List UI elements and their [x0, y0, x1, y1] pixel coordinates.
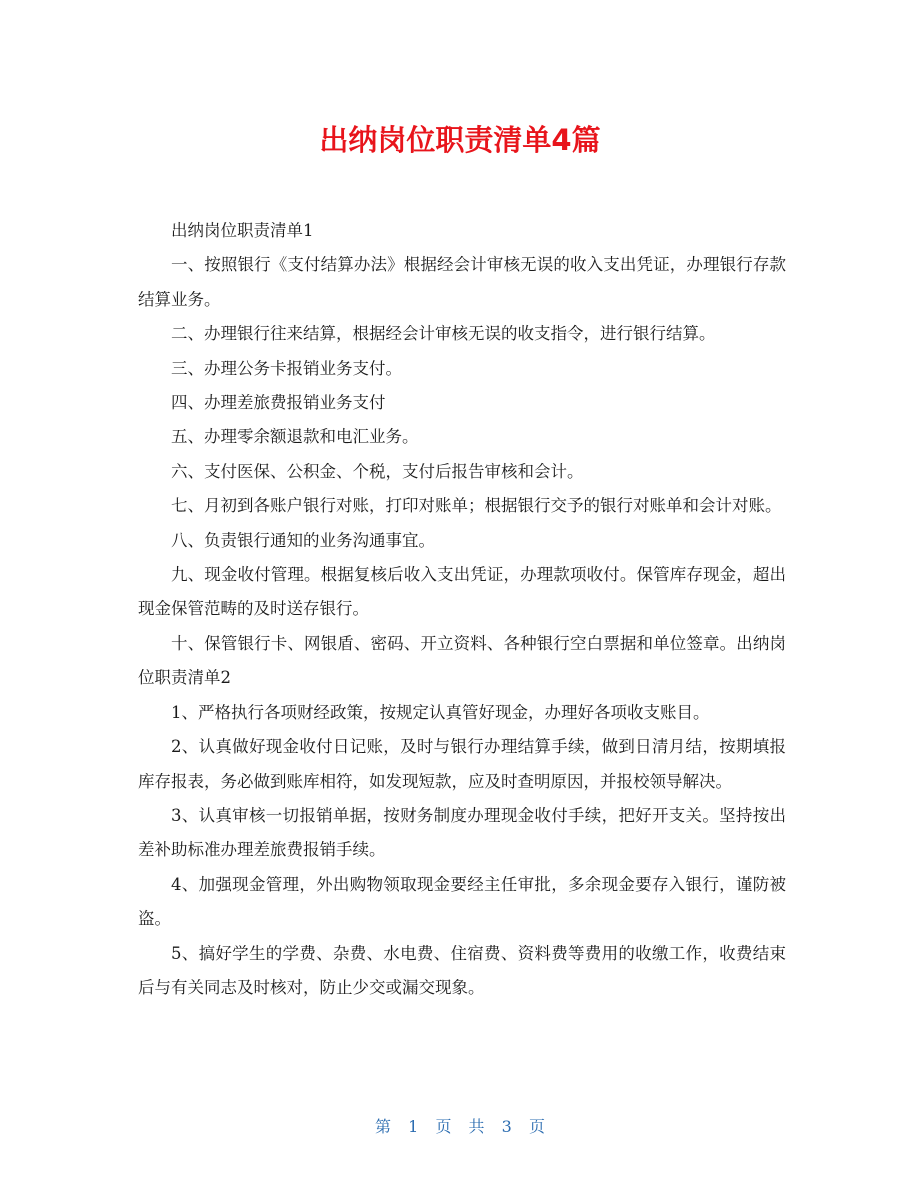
paragraph: 1、严格执行各项财经政策，按规定认真管好现金，办理好各项收支账目。 — [171, 702, 710, 722]
footer-total-pages: 3 — [501, 1117, 512, 1136]
paragraph: 九、现金收付管理。根据复核后收入支出凭证，办理款项收付。保管库存现金，超出现金保管范畴的及时送存银行。 — [138, 565, 786, 619]
page-footer — [0, 1114, 920, 1137]
footer-page-label: 第 — [375, 1117, 392, 1136]
paragraph: 一、按照银行《支付结算办法》根据经会计审核无误的收入支出凭证，办理银行存款结算业务。 — [138, 255, 786, 309]
paragraph: 5、搞好学生的学费、杂费、水电费、住宿费、资料费等费用的收缴工作，收费结束后与有关同志及时核对，防止少交或漏交现象。 — [138, 943, 786, 997]
paragraph: 六、支付医保、公积金、个税，支付后报告审核和会计。 — [171, 461, 584, 481]
paragraph: 十、保管银行卡、网银盾、密码、开立资料、各种银行空白票据和单位签章。出纳岗位职责清单2 — [138, 633, 786, 688]
footer-total-label: 共 — [468, 1117, 485, 1136]
paragraph: 七、月初到各账户银行对账，打印对账单；根据银行交予的银行对账单和会计对账。 — [171, 496, 782, 516]
paragraph: 四、办理差旅费报销业务支付 — [171, 393, 386, 413]
paragraph: 2、认真做好现金收付日记账，及时与银行办理结算手续，做到日清月结，按期填报库存报表，务必做到账库相符，如发现短款，应及时查明原因，并报校领导解决。 — [138, 737, 786, 791]
paragraph: 二、办理银行往来结算，根据经会计审核无误的收支指令，进行银行结算。 — [171, 324, 716, 344]
document-title: 出纳岗位职责清单4篇 — [319, 123, 601, 157]
paragraph: 五、办理零余额退款和电汇业务。 — [171, 427, 419, 447]
paragraph: 4、加强现金管理，外出购物领取现金要经主任审批，多余现金要存入银行，谨防被盗。 — [138, 874, 786, 929]
paragraph: 八、负责银行通知的业务沟通事宜。 — [171, 530, 435, 550]
footer-current-page: 1 — [408, 1117, 419, 1136]
footer-total-unit: 页 — [528, 1117, 545, 1136]
document-body — [138, 214, 786, 1005]
paragraph: 三、办理公务卡报销业务支付。 — [171, 358, 402, 378]
footer-page-unit: 页 — [435, 1117, 452, 1136]
section-heading: 出纳岗位职责清单1 — [171, 221, 314, 240]
paragraph: 3、认真审核一切报销单据，按财务制度办理现金收付手续，把好开支关。坚持按出差补助标准办理差旅费报销手续。 — [138, 805, 786, 860]
